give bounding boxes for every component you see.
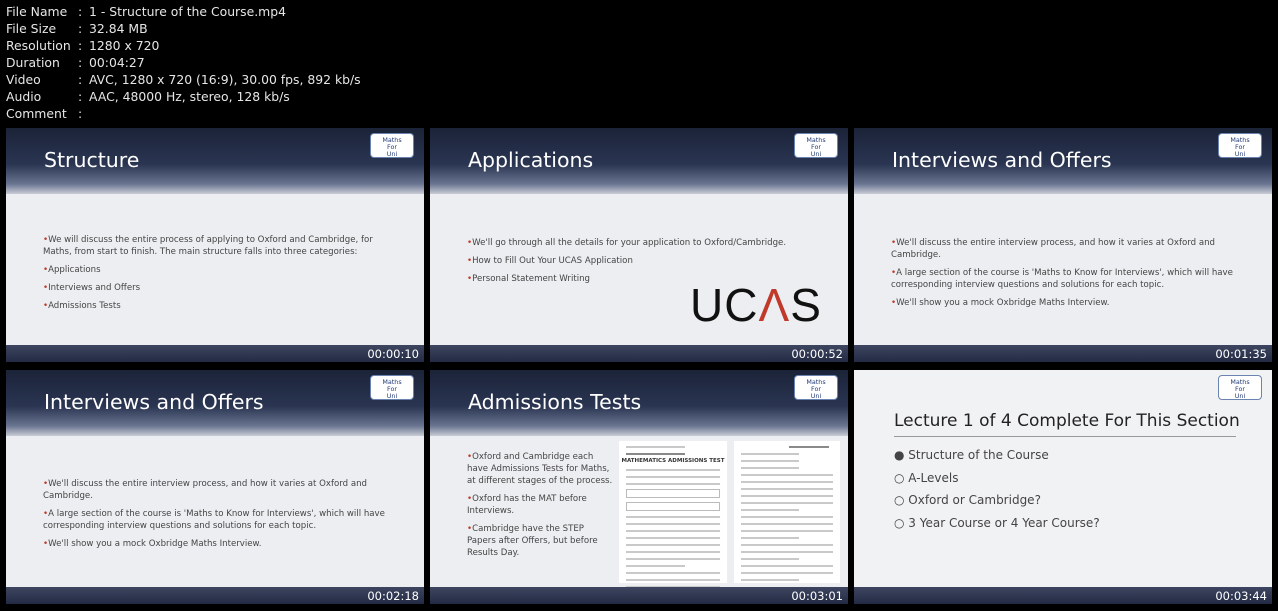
maths-for-uni-logo: Maths For Uni bbox=[1218, 133, 1262, 158]
slide-title: Interviews and Offers bbox=[44, 390, 264, 414]
bullet: • Admissions Tests bbox=[43, 300, 383, 312]
lecture-list bbox=[894, 444, 1100, 534]
slide-title: Lecture 1 of 4 Complete For This Section bbox=[894, 411, 1240, 431]
lecture-item: ○ 3 Year Course or 4 Year Course? bbox=[894, 515, 1100, 530]
bullet: • We'll show you a mock Oxbridge Maths Interview. bbox=[891, 297, 1241, 309]
slide-title: Interviews and Offers bbox=[892, 148, 1112, 172]
slide-footer bbox=[6, 587, 424, 604]
meta-value: 1280 x 720 bbox=[89, 38, 160, 53]
meta-row bbox=[6, 20, 361, 37]
video-thumbnail[interactable] bbox=[430, 370, 848, 604]
bullet: • A large section of the course is 'Maths to Know for Interviews', which will have corresponding interview questions and solutions for each topic. bbox=[43, 508, 393, 532]
slide-title: Structure bbox=[44, 148, 140, 172]
video-thumbnail[interactable] bbox=[6, 128, 424, 362]
video-thumbnail[interactable] bbox=[430, 128, 848, 362]
bullet: • Applications bbox=[43, 264, 383, 276]
slide-bullets bbox=[43, 234, 383, 318]
video-thumbnail[interactable] bbox=[854, 370, 1272, 604]
slide-footer bbox=[854, 345, 1272, 362]
meta-separator: : bbox=[78, 72, 83, 87]
timestamp: 00:00:10 bbox=[367, 347, 419, 361]
meta-value: 1 - Structure of the Course.mp4 bbox=[89, 4, 286, 19]
ucas-logo: UCΛS bbox=[690, 279, 822, 331]
meta-key: Audio bbox=[6, 89, 42, 104]
meta-key: Comment bbox=[6, 106, 67, 121]
bullet: • How to Fill Out Your UCAS Application bbox=[467, 255, 827, 267]
bullet: • We'll show you a mock Oxbridge Maths Interview. bbox=[43, 538, 393, 550]
step-paper-image bbox=[734, 441, 840, 583]
slide-bullets bbox=[467, 451, 613, 565]
bullet: • Interviews and Offers bbox=[43, 282, 383, 294]
maths-for-uni-logo: Maths For Uni bbox=[370, 133, 414, 158]
slide-footer bbox=[430, 345, 848, 362]
timestamp: 00:00:52 bbox=[791, 347, 843, 361]
meta-separator: : bbox=[78, 21, 83, 36]
meta-value: AVC, 1280 x 720 (16:9), 30.00 fps, 892 kb/s bbox=[89, 72, 361, 87]
meta-separator: : bbox=[78, 106, 83, 121]
meta-key: Video bbox=[6, 72, 41, 87]
bullet: • Oxford and Cambridge each have Admissions Tests for Maths, at different stages of the process. bbox=[467, 451, 613, 487]
meta-key: File Name bbox=[6, 4, 68, 19]
timestamp: 00:03:01 bbox=[791, 589, 843, 603]
bullet: • We will discuss the entire process of applying to Oxford and Cambridge, for Maths, from start to finish. The main structure falls into three categories: bbox=[43, 234, 383, 258]
bullet: • We'll discuss the entire interview process, and how it varies at Oxford and Cambridge. bbox=[43, 478, 393, 502]
paper-heading: MATHEMATICS ADMISSIONS TEST bbox=[621, 458, 725, 464]
maths-for-uni-logo: Maths For Uni bbox=[794, 375, 838, 400]
file-metadata bbox=[6, 3, 361, 122]
slide-footer bbox=[6, 345, 424, 362]
meta-separator: : bbox=[78, 55, 83, 70]
meta-row bbox=[6, 54, 361, 71]
lecture-item: ○ A-Levels bbox=[894, 470, 959, 485]
video-thumbnail[interactable] bbox=[6, 370, 424, 604]
meta-value: 32.84 MB bbox=[89, 21, 148, 36]
meta-value: 00:04:27 bbox=[89, 55, 145, 70]
meta-separator: : bbox=[78, 89, 83, 104]
meta-key: Resolution bbox=[6, 38, 71, 53]
meta-key: Duration bbox=[6, 55, 60, 70]
meta-key: File Size bbox=[6, 21, 57, 36]
bullet: • Cambridge have the STEP Papers after Offers, but before Results Day. bbox=[467, 523, 613, 559]
timestamp: 00:02:18 bbox=[367, 589, 419, 603]
bullet: • Oxford has the MAT before Interviews. bbox=[467, 493, 613, 517]
slide-title: Applications bbox=[468, 148, 594, 172]
meta-row bbox=[6, 105, 361, 122]
timestamp: 00:03:44 bbox=[1215, 589, 1267, 603]
meta-row bbox=[6, 37, 361, 54]
maths-for-uni-logo: Maths For Uni bbox=[794, 133, 838, 158]
slide-bullets bbox=[43, 478, 393, 556]
slide-bullets bbox=[891, 237, 1241, 315]
slide-title: Admissions Tests bbox=[468, 390, 642, 414]
bullet: • We'll discuss the entire interview process, and how it varies at Oxford and Cambridge. bbox=[891, 237, 1241, 261]
mat-paper-image bbox=[619, 441, 727, 583]
meta-value: AAC, 48000 Hz, stereo, 128 kb/s bbox=[89, 89, 290, 104]
lecture-item: ● Structure of the Course bbox=[894, 448, 1049, 462]
bullet: • We'll go through all the details for your application to Oxford/Cambridge. bbox=[467, 237, 827, 249]
meta-row bbox=[6, 71, 361, 88]
maths-for-uni-logo: Maths For Uni bbox=[1218, 375, 1262, 400]
bullet: • Personal Statement Writing bbox=[467, 273, 827, 285]
meta-separator: : bbox=[78, 38, 83, 53]
maths-for-uni-logo: Maths For Uni bbox=[370, 375, 414, 400]
meta-separator: : bbox=[78, 4, 83, 19]
meta-row bbox=[6, 88, 361, 105]
timestamp: 00:01:35 bbox=[1215, 347, 1267, 361]
slide-footer bbox=[854, 587, 1272, 604]
slide-footer bbox=[430, 587, 848, 604]
lecture-item: ○ Oxford or Cambridge? bbox=[894, 493, 1041, 507]
meta-row bbox=[6, 3, 361, 20]
bullet: • A large section of the course is 'Maths to Know for Interviews', which will have corresponding interview questions and solutions for each topic. bbox=[891, 267, 1241, 291]
video-thumbnail[interactable] bbox=[854, 128, 1272, 362]
divider bbox=[894, 436, 1236, 437]
